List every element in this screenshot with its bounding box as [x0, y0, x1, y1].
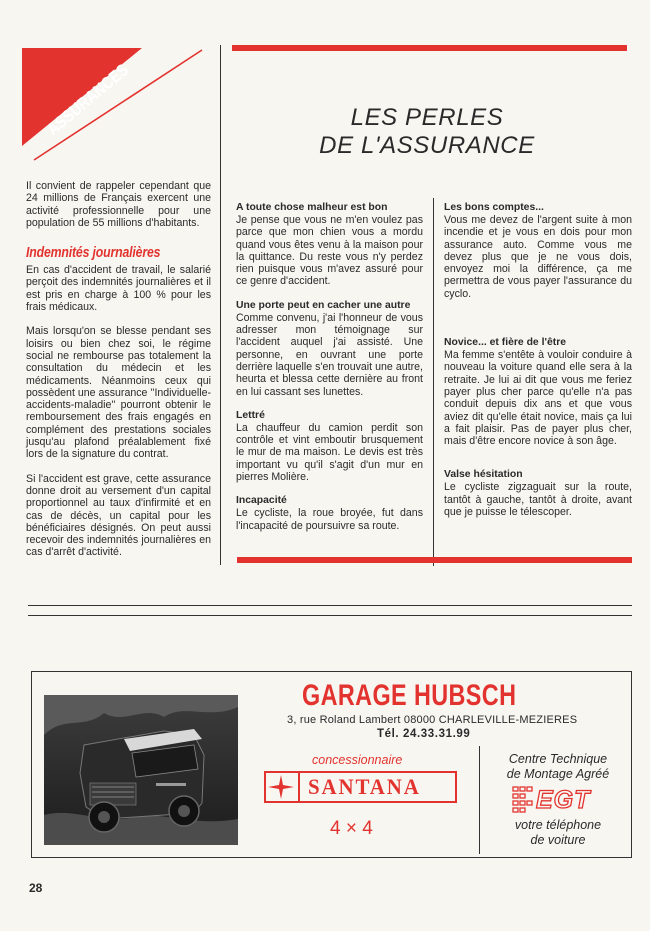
egt-logo	[506, 784, 606, 816]
column-divider-mid	[433, 198, 434, 566]
page-number: 28	[29, 881, 43, 895]
center-line-1: Centre Technique	[508, 752, 608, 766]
technical-center	[487, 752, 629, 782]
column-divider-left	[220, 45, 221, 565]
anecdote-6	[444, 337, 632, 447]
anecdote-heading: Une porte peut en cacher une autre	[236, 299, 411, 311]
anecdote-7	[444, 469, 632, 518]
phone-line-1: votre téléphone	[514, 818, 602, 832]
right-column	[444, 202, 632, 518]
paragraph-1: En cas d'accident de travail, le salarié perçoit des indemnités journalières et il est pris en charge à 100 % pour les frais médicaux.	[26, 264, 211, 314]
anecdote-text: Je pense que vous ne m'en voulez pas parce que mon chien vous a mordu quand vous êtes venu à la maison pour la quittance. Du reste vous n'y perdez rien puisque vous m'avez assuré pour ce genre d'accident.	[236, 214, 423, 288]
anecdote-text: Comme convenu, j'ai l'honneur de vous adresser mon témoignage sur l'accident auquel j'ai assisté. Une personne, en ouvrant une porte derrière laquelle s'en trouvait une autre, heurta et blessa cette dernière au front en lui cassant ses lunettes.	[236, 311, 423, 398]
anecdote-heading: Valse hésitation	[444, 469, 523, 481]
anecdote-heading: Les bons comptes...	[444, 202, 544, 213]
ad-divider	[479, 746, 480, 854]
intro-paragraph: Il convient de rappeler cependant que 24 millions de Français exercent une activité professionnelle pour une population de 55 millions d'habitants.	[26, 180, 211, 229]
section-label: ASSURANCES	[43, 48, 147, 140]
garage-phone: Tél. 24.33.31.99	[377, 728, 471, 740]
anecdote-text: La chauffeur du camion perdit son contrôle et vint emboutir brusquement le mur de ma maison. Le devis est très important vu qu'il s'agit d'un mur en pierres Molière.	[236, 421, 423, 484]
title-line-1: LES PERLES	[350, 104, 504, 131]
center-line-2: de Montage Agréé	[506, 767, 610, 781]
anecdote-text: Vous me devez de l'argent suite à mon incendie et je vous en dois pour mon assurance auto. Comme vous me devez plus que je ne vous dois, envoyez moi la différence, ça me permettra de vous payer l'assurance du cyclo.	[444, 214, 632, 300]
santana-logo	[264, 771, 457, 803]
separator-line-1	[28, 605, 632, 606]
phone-line-2: de voiture	[530, 833, 586, 847]
garage-address: 3, rue Roland Lambert 08000 CHARLEVILLE-MEZIERES	[287, 714, 578, 726]
four-by-four: 4 × 4	[330, 818, 373, 839]
anecdote-4	[236, 495, 423, 532]
garage-name: GARAGE HUBSCH	[302, 679, 517, 712]
anecdote-5	[444, 202, 632, 300]
anecdote-text: Le cycliste zigzaguait sur la route, tantôt à gauche, tantôt à droite, avant que je puisse le télescoper.	[444, 481, 632, 519]
anecdote-heading: Incapacité	[236, 495, 287, 507]
article-title	[232, 104, 622, 160]
anecdote-text: Ma femme s'entête à vouloir conduire à nouveau la voiture quand elle sera à la retraite. Je lui ai dit que vous me feriez payer plus cher parce qu'elle n'a pas conduit depuis dix ans et que vous aviez dit qu'elle était novice, mais ça lui a fait plaisir. Pas de payer plus cher, mais d'être encore novice à son âge.	[444, 349, 632, 448]
egt-grid-icon	[512, 786, 534, 814]
anecdote-text: Le cycliste, la roue broyée, fut dans l'incapacité de poursuivre sa route.	[236, 507, 423, 532]
anecdote-3	[236, 410, 423, 483]
car-phone-label	[487, 818, 629, 848]
top-red-bar	[232, 45, 627, 51]
subheading-indemnites: Indemnités journalières	[26, 244, 161, 262]
vehicle-photo	[44, 695, 238, 845]
middle-column	[236, 202, 423, 532]
paragraph-2: Mais lorsqu'on se blesse pendant ses loisirs ou bien chez soi, le régime social ne rembourse pas totalement la consultation du médecin et les médicaments. Néanmoins ceux qui possèdent une assurance ''Individuelle-accidents-maladie'' pourront obtenir le remboursement des frais engagés en complément des prestations sociales jusqu'au plafond préalablement fixé lors de la signature du contrat.	[26, 325, 211, 461]
garage-advertisement	[31, 671, 632, 858]
santana-brand: SANTANA	[308, 774, 421, 799]
anecdote-heading: Novice... et fière de l'être	[444, 337, 567, 349]
concession-label: concessionnaire	[312, 753, 403, 767]
bottom-red-bar	[237, 557, 632, 563]
assurances-banner	[22, 48, 207, 166]
anecdote-heading: Lettré	[236, 409, 265, 421]
anecdote-1	[236, 202, 423, 288]
title-line-2: DE L'ASSURANCE	[319, 132, 535, 159]
paragraph-3: Si l'accident est grave, cette assurance donne droit au versement d'un capital proportionnel au taux d'infirmité et en cas de décès, un capital pour les bénéficiaires désignés. On peut aussi recevoir des indemnités journalières en cas d'arrêt d'activité.	[26, 472, 211, 559]
santana-star-icon	[266, 773, 300, 801]
separator-line-2	[28, 615, 632, 616]
anecdote-heading: A toute chose malheur est bon	[236, 202, 388, 213]
left-column	[26, 180, 211, 559]
anecdote-2	[236, 300, 423, 398]
egt-text: EGT	[536, 786, 591, 814]
